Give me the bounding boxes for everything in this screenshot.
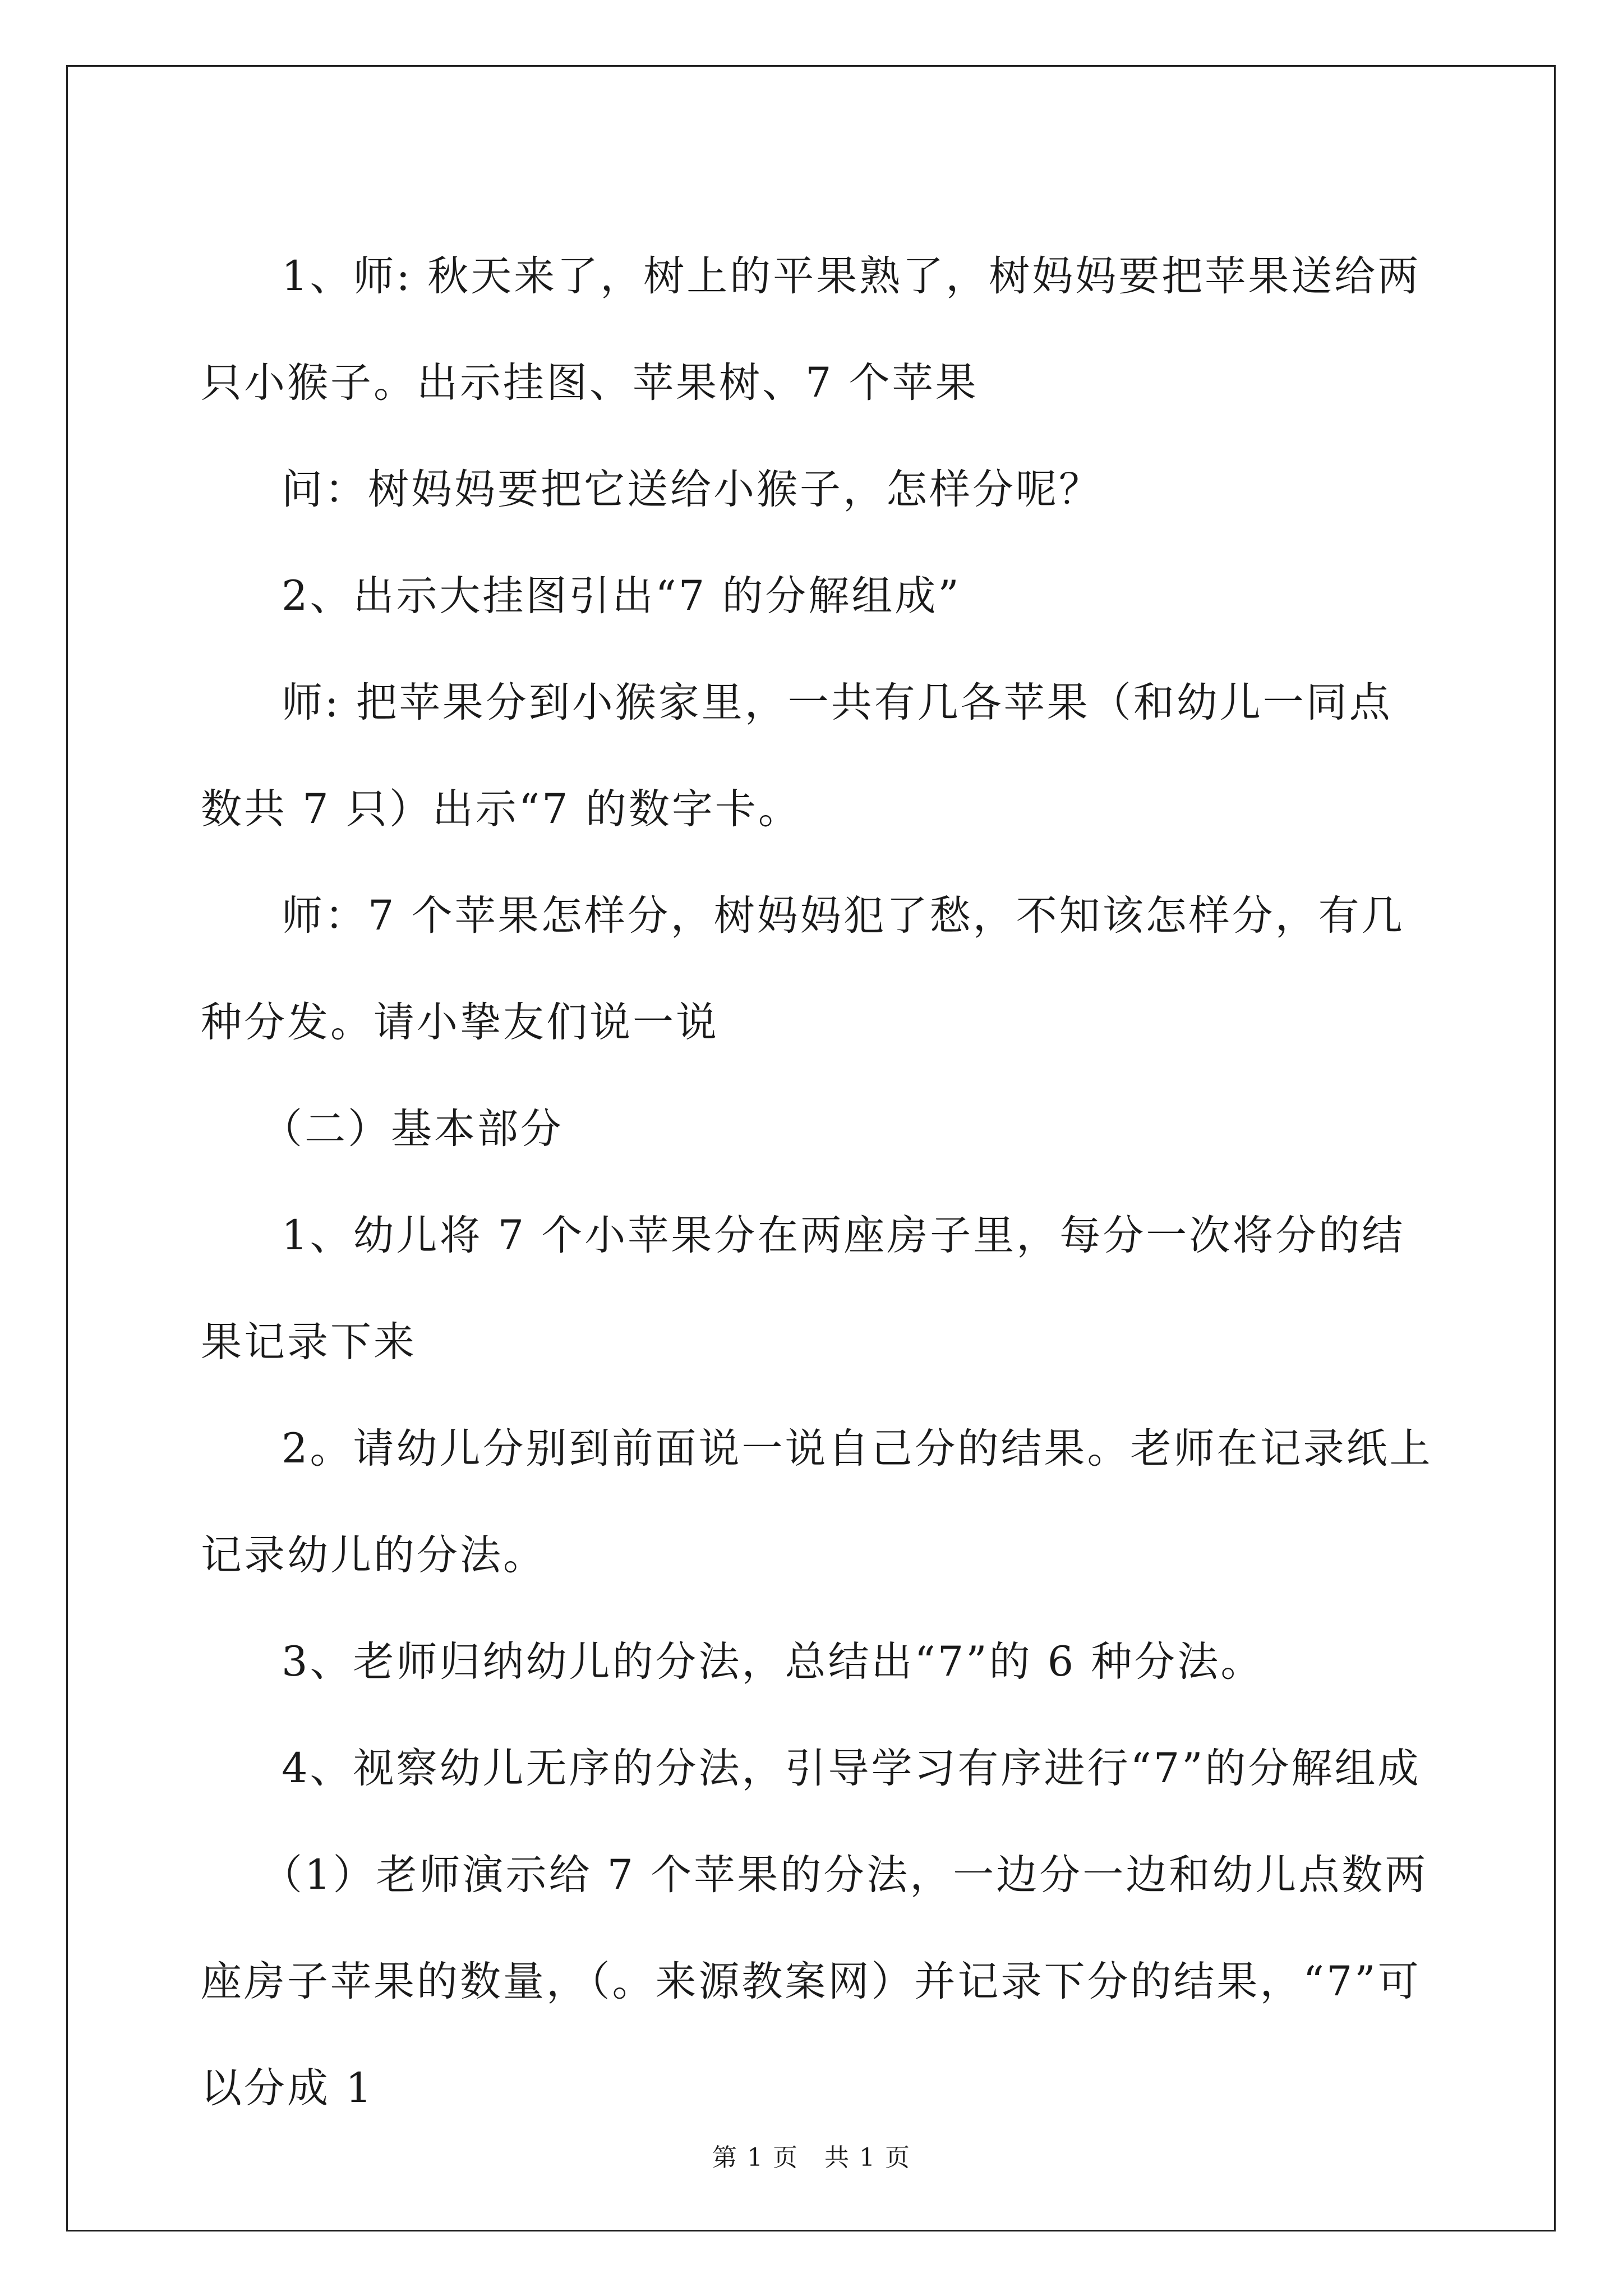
paragraph: （1）老师演示给 7 个苹果的分法，一边分一边和幼儿点数两座房子苹果的数量，（。来源教案网）并记录下分的结果，“7”可以分成 1 (201, 1851, 1428, 2112)
paragraph: 师：7 个苹果怎样分，树妈妈犯了愁，不知该怎样分，有几种分发。请小挚友们说一说 (201, 892, 1405, 1046)
paragraph: 1、幼儿将 7 个小苹果分在两座房子里，每分一次将分的结果记录下来 (201, 1212, 1405, 1366)
paragraph: 1、师: 秋天来了，树上的平果熟了，树妈妈要把苹果送给两只小猴子。出示挂图、苹果树、7 个苹果 (201, 252, 1421, 407)
paragraph: 问：树妈妈要把它送给小猴子，怎样分呢？ (282, 466, 1102, 513)
paragraph: 2。请幼儿分别到前面说一说自己分的结果。老师在记录纸上记录幼儿的分法。 (201, 1425, 1433, 1579)
paragraph: 4、视察幼儿无序的分法，引导学习有序进行“7”的分解组成 (282, 1745, 1421, 1792)
paragraph: 2、出示大挂图引出“7 的分解组成” (282, 572, 961, 620)
page-number-footer: 第 1 页 共 1 页 (712, 2143, 911, 2172)
paragraph: 师: 把苹果分到小猴家里，一共有几各苹果（和幼儿一同点数共 7 只）出示“7 的数字卡。 (201, 679, 1393, 833)
section-heading: （二）基本部分 (261, 1105, 564, 1153)
document-body (201, 223, 1435, 2142)
paragraph: 3、老师归纳幼儿的分法，总结出“7”的 6 种分法。 (282, 1638, 1264, 1686)
